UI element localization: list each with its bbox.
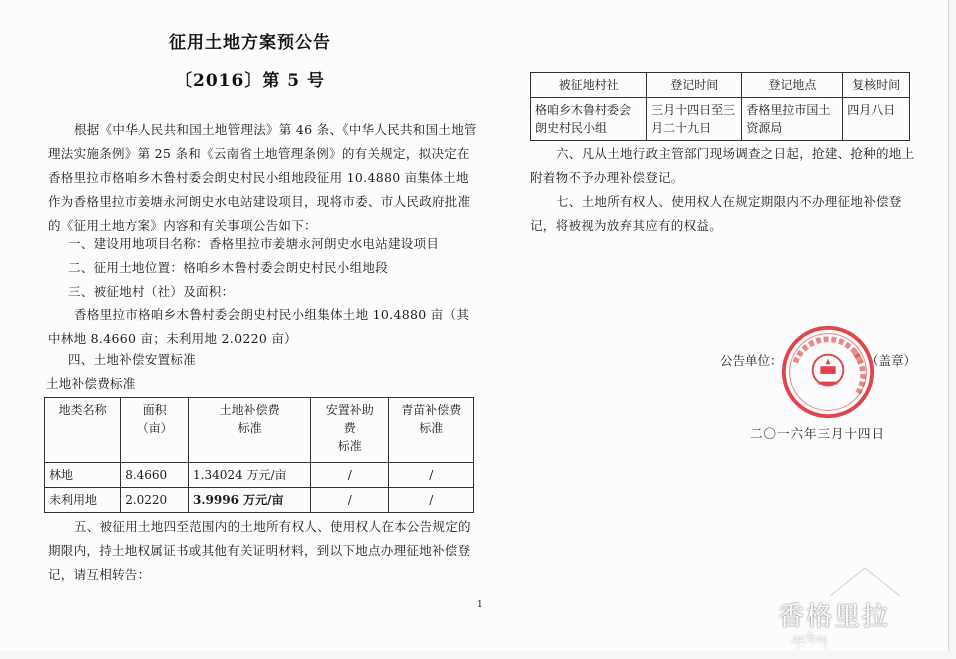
- cell-land-comp: 3.9996 万元/亩: [189, 488, 311, 513]
- header-reg-place: 登记地点: [742, 73, 843, 98]
- header-resettle: 安置补助 费 标准: [311, 398, 389, 463]
- header-land-comp: 土地补偿费 标准: [189, 398, 311, 463]
- seal-note: （盖章）: [866, 353, 917, 368]
- item-6: 六、凡从土地行政主管部门现场调查之日起，抢建、抢种的地上附着物不予办理补偿登记。: [530, 146, 915, 185]
- cell-review-time: 四月八日: [843, 98, 910, 141]
- cell-area: 8.4660: [121, 463, 189, 488]
- item-5: 五、被征用土地四至范围内的土地所有权人、使用权人在本公告规定的期限内，持土地权属证书或其他有关证明材料，到以下地点办理征地补偿登记，请互相转告：: [48, 519, 471, 582]
- official-seal: [780, 324, 876, 420]
- page-number: 1: [477, 600, 483, 610]
- header-reg-time: 登记时间: [647, 73, 742, 98]
- item-4: 四、土地补偿安置标准: [68, 352, 197, 367]
- item-3-detail: 香格里拉市格咱乡木鲁村委会朗史村民小组集体土地 10.4880 亩（其中林地 8.4660 亩；未利用地 2.0220 亩）: [48, 307, 470, 346]
- cell-land-type: 林地: [45, 463, 121, 488]
- signer-label: 公告单位：: [720, 353, 783, 368]
- cell-area: 2.0220: [121, 488, 189, 513]
- cell-land-comp: 1.34024 万元/亩: [189, 463, 311, 488]
- item-2: 二、征用土地位置：格咱乡木鲁村委会朗史村民小组地段: [68, 260, 389, 275]
- table-header-row: [531, 73, 910, 98]
- cell-reg-time: 三月十四日至三月二十九日: [647, 98, 742, 141]
- table-row: [45, 463, 474, 488]
- cell-resettle: /: [311, 488, 389, 513]
- item-7: 七、土地所有权人、使用权人在规定期限内不办理征地补偿登记，将被视为放弃其应有的权益。: [530, 194, 902, 233]
- table-caption: 土地补偿费标准: [46, 376, 136, 391]
- item-1: 一、建设用地项目名称：香格里拉市姜塘永河朗史水电站建设项目: [68, 236, 440, 251]
- header-review-time: 复核时间: [843, 73, 910, 98]
- cell-resettle: /: [311, 463, 389, 488]
- document-title: 征用土地方案预公告: [169, 33, 331, 53]
- header-crop-comp: 青苗补偿费 标准: [389, 398, 474, 463]
- compensation-table: [44, 397, 474, 513]
- watermark-subtext: ཤང་རི་ལ།: [792, 634, 827, 647]
- header-village: 被征地村社: [531, 73, 647, 98]
- cell-village: 格咱乡木鲁村委会朗史村民小组: [531, 98, 647, 141]
- watermark-text: 香格里拉: [778, 602, 891, 632]
- registration-table: [530, 72, 910, 141]
- table-row: [45, 488, 474, 513]
- header-land-type: 地类名称: [45, 398, 121, 463]
- cell-reg-place: 香格里拉市国土资源局: [742, 98, 843, 141]
- cell-crop-comp: /: [389, 463, 474, 488]
- date: 二〇一六年三月十四日: [750, 426, 886, 441]
- intro-paragraph: 根据《中华人民共和国土地管理法》第 46 条、《中华人民共和国土地管理法实施条例》第 25 条和《云南省土地管理条例》的有关规定，拟决定在香格里拉市格咱乡木鲁村委会朗史村民小组地段征用 10.4880 亩集体土地作为香格里拉市姜塘永河朗史水电站建设项目，现将市委、市人民政府批准的《征用土地方案》内容和有关事项公告如下：: [48, 122, 477, 233]
- document-number: 〔2016〕第 5 号: [175, 71, 325, 91]
- table-header-row: [45, 398, 474, 463]
- item-3: 三、被征地村（社）及面积：: [68, 284, 235, 299]
- table-row: [531, 98, 910, 141]
- cell-land-type: 未利用地: [45, 488, 121, 513]
- header-area: 面积 （亩）: [121, 398, 189, 463]
- cell-crop-comp: /: [389, 488, 474, 513]
